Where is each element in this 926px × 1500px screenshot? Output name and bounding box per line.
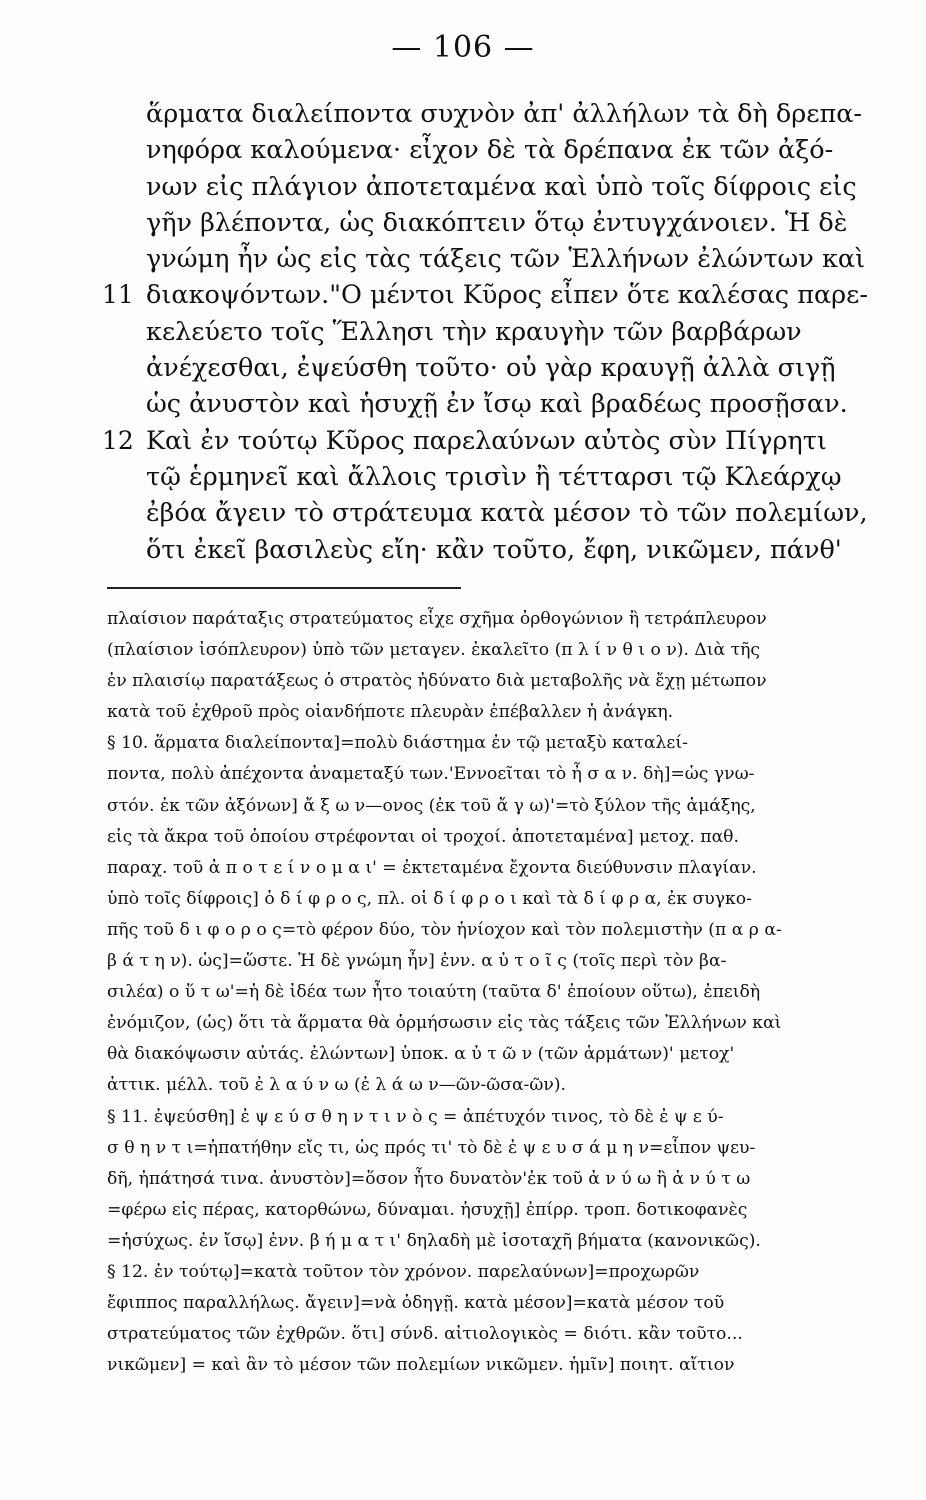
note-line: ἔφιππος παραλλήλως. ἄγειν]=νὰ ὁδηγῇ. κατὰ μέσον]=κατὰ μέσον τοῦ <box>107 1293 725 1314</box>
note-line: ἐνόμιζον, (ὡς) ὅτι τὰ ἅρματα θὰ ὁρμήσωσιν εἰς τὰς τάξεις τῶν Ἑλλήνων καὶ <box>107 1013 782 1034</box>
line-text: Καὶ ἐν τούτῳ Κῦρος παρελαύνων αὐτὸς σὺν Πίγρητι <box>146 425 827 456</box>
note-line: νικῶμεν] = καὶ ἂν τὸ μέσον τῶν πολεμίων νικῶμεν. ἡμῖν] ποιητ. αἴτιον <box>107 1355 735 1376</box>
main-text <box>70 96 896 568</box>
text-line <box>70 532 896 568</box>
note-line: παραχ. τοῦ ἀ π ο τ ε ί ν ο μ α ι' = ἐκτεταμένα ἔχοντα διεύθυνσιν πλαγίαν. <box>107 857 757 878</box>
section-number: 12 <box>102 425 134 455</box>
line-text: ἐβόα ἄγειν τὸ στράτευμα κατὰ μέσον τὸ τῶν πολεμίων, <box>146 498 868 529</box>
commentary-notes <box>107 604 899 1381</box>
text-line <box>70 495 896 531</box>
text-line <box>70 423 896 459</box>
line-text: ὡς ἀνυστὸν καὶ ἡσυχῇ ἐν ἴσῳ καὶ βραδέως προσῇσαν. <box>146 389 848 420</box>
note-line: στρατεύματος τῶν ἐχθρῶν. ὅτι] σύνδ. αἰτιολογικὸς = διότι. κἂν τοῦτο... <box>107 1324 743 1345</box>
text-line <box>70 314 896 350</box>
text-line <box>70 350 896 386</box>
text-line <box>70 277 896 313</box>
line-text: νηφόρα καλούμενα· εἶχον δὲ τὰ δρέπανα ἐκ τῶν ἀξό- <box>146 135 834 166</box>
footnote-divider <box>107 587 461 589</box>
note-line: ὑπὸ τοῖς δίφροις] ὁ δ ί φ ρ ο ς, πλ. οἱ δ ί φ ρ ο ι καὶ τὰ δ ί φ ρ α, ἐκ συγκο- <box>107 888 752 909</box>
note-line: § 11. ἐψεύσθη] ἐ ψ ε ύ σ θ η ν τ ι ν ὸ ς = ἀπέτυχόν τινος, τὸ δὲ ἐ ψ ε ύ- <box>107 1106 724 1127</box>
note-line: πῆς τοῦ δ ι φ ο ρ ο ς=τὸ φέρον δύο, τὸν ἡνίοχον καὶ τὸν πολεμιστὴν (π α ρ α- <box>107 919 782 940</box>
note-line: (πλαίσιον ἰσόπλευρον) ὑπὸ τῶν μεταγεν. ἐκαλεῖτο (π λ ί ν θ ι ο ν). Διὰ τῆς <box>107 640 761 661</box>
note-line: σ θ η ν τ ι=ἠπατήθην εἴς τι, ὡς πρός τι' τὸ δὲ ἐ ψ ε υ σ ά μ η ν=εἶπον ψευ- <box>107 1137 756 1158</box>
note-line: θὰ διακόψωσιν αὐτάς. ἐλώντων] ὑποκ. α ὐ τ ῶ ν (τῶν ἁρμάτων)' μετοχ' <box>107 1044 735 1065</box>
page-number: — 106 — <box>391 30 535 65</box>
note-line: § 10. ἅρματα διαλείποντα]=πολὺ διάστημα ἐν τῷ μεταξὺ καταλεί- <box>107 733 688 754</box>
line-text: ὅτι ἐκεῖ βασιλεὺς εἴη· κἂν τοῦτο, ἔφη, νικῶμεν, πάνθ' <box>146 534 842 565</box>
note-line: =ἡσύχως. ἐν ἴσῳ] ἐνν. β ή μ α τ ι' δηλαδὴ μὲ ἰσοταχῆ βήματα (κανονικῶς). <box>107 1230 761 1251</box>
note-line: πλαίσιον παράταξις στρατεύματος εἶχε σχῆμα ὀρθογώνιον ἢ τετράπλευρον <box>107 609 767 629</box>
note-line: § 12. ἐν τούτῳ]=κατὰ τοῦτον τὸν χρόνον. παρελαύνων]=προχωρῶν <box>107 1261 700 1282</box>
note-line: β ά τ η ν). ὡς]=ὥστε. Ἡ δὲ γνώμη ἦν] ἐνν. α ὐ τ ο ῖ ς (τοῖς περὶ τὸν βα- <box>107 951 727 972</box>
text-line <box>70 459 896 495</box>
note-line: ἀττικ. μέλλ. τοῦ ἐ λ α ύ ν ω (ἐ λ ά ω ν—ῶν-ῶσα-ῶν). <box>107 1075 567 1096</box>
note-line: εἰς τὰ ἄκρα τοῦ ὁποίου στρέφονται οἱ τροχοί. ἀποτεταμένα] μετοχ. παθ. <box>107 826 739 847</box>
line-text: τῷ ἑρμηνεῖ καὶ ἄλλοις τρισὶν ἢ τέτταρσι τῷ Κλεάρχῳ <box>146 461 842 492</box>
text-line <box>70 169 896 205</box>
line-text: γῆν βλέποντα, ὡς διακόπτειν ὅτῳ ἐντυγχάνοιεν. Ἡ δὲ <box>146 207 848 238</box>
note-line: δῆ, ἠπάτησά τινα. ἀνυστὸν]=ὅσον ἦτο δυνατὸν'ἐκ τοῦ ἀ ν ύ ω ἢ ἀ ν ύ τ ω <box>107 1168 751 1189</box>
note-line: σιλέα) ο ὕ τ ω'=ἡ δὲ ἰδέα των ἦτο τοιαύτη (ταῦτα δ' ἐποίουν οὕτω), ἐπειδὴ <box>107 982 761 1003</box>
section-number: 11 <box>102 280 134 310</box>
note-line: ἐν πλαισίῳ παρατάξεως ὁ στρατὸς ἠδύνατο διὰ μεταβολῆς νὰ ἔχῃ μέτωπον <box>107 671 767 692</box>
note-line: κατὰ τοῦ ἐχθροῦ πρὸς οἱανδήποτε πλευρὰν ἐπέβαλλεν ἡ ἀνάγκη. <box>107 702 674 723</box>
line-text: κελεύετο τοῖς Ἕλλησι τὴν κραυγὴν τῶν βαρβάρων <box>146 316 802 347</box>
text-line <box>70 241 896 277</box>
line-text: νων εἰς πλάγιον ἀποτεταμένα καὶ ὑπὸ τοῖς δίφροις εἰς <box>146 171 857 202</box>
text-line <box>70 205 896 241</box>
text-line <box>70 96 896 132</box>
text-line <box>70 132 896 168</box>
line-text: διακοψόντων."Ο μέντοι Κῦρος εἶπεν ὅτε καλέσας παρε- <box>146 280 868 311</box>
note-line: ποντα, πολὺ ἀπέχοντα ἀναμεταξύ των.'Εννοεῖται τὸ ἦ σ α ν. δὴ]=ὡς γνω- <box>107 764 755 785</box>
note-line: στόν. ἐκ τῶν ἀξόνων] ἄ ξ ω ν—ονος (ἐκ τοῦ ἄ γ ω)'=τὸ ξύλον τῆς ἁμάξης, <box>107 795 756 816</box>
text-line <box>70 386 896 422</box>
note-line: =φέρω εἰς πέρας, κατορθώνω, δύναμαι. ἡσυχῇ] ἐπίρρ. τροπ. δοτικοφανὲς <box>107 1199 748 1220</box>
line-text: ἅρματα διαλείποντα συχνὸν ἀπ' ἀλλήλων τὰ δὴ δρεπα- <box>146 99 863 129</box>
line-text: γνώμη ἦν ὡς εἰς τὰς τάξεις τῶν Ἑλλήνων ἐλώντων καὶ <box>146 244 866 275</box>
line-text: ἀνέχεσθαι, ἐψεύσθη τοῦτο· οὐ γὰρ κραυγῇ ἀλλὰ σιγῇ <box>146 353 836 384</box>
